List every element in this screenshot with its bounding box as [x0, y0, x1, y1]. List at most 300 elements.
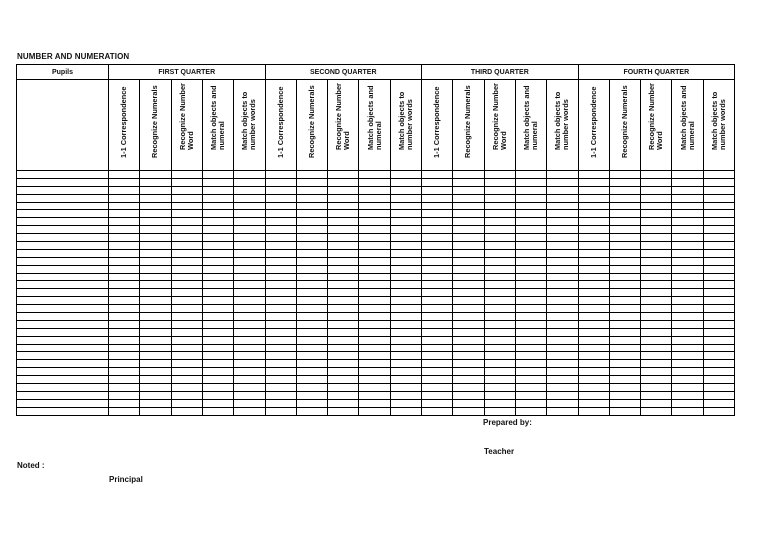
score-cell[interactable] — [453, 384, 484, 392]
score-cell[interactable] — [202, 257, 233, 265]
score-cell[interactable] — [484, 305, 515, 313]
score-cell[interactable] — [515, 352, 546, 360]
score-cell[interactable] — [202, 210, 233, 218]
score-cell[interactable] — [641, 368, 672, 376]
score-cell[interactable] — [328, 384, 359, 392]
score-cell[interactable] — [296, 391, 327, 399]
score-cell[interactable] — [484, 352, 515, 360]
score-cell[interactable] — [422, 407, 453, 415]
score-cell[interactable] — [578, 352, 609, 360]
score-cell[interactable] — [140, 194, 171, 202]
score-cell[interactable] — [453, 242, 484, 250]
score-cell[interactable] — [703, 210, 734, 218]
score-cell[interactable] — [578, 313, 609, 321]
score-cell[interactable] — [515, 242, 546, 250]
score-cell[interactable] — [140, 344, 171, 352]
score-cell[interactable] — [234, 336, 265, 344]
score-cell[interactable] — [672, 391, 703, 399]
score-cell[interactable] — [109, 305, 140, 313]
score-cell[interactable] — [171, 407, 202, 415]
score-cell[interactable] — [703, 202, 734, 210]
score-cell[interactable] — [265, 305, 296, 313]
score-cell[interactable] — [296, 273, 327, 281]
score-cell[interactable] — [202, 186, 233, 194]
score-cell[interactable] — [672, 289, 703, 297]
score-cell[interactable] — [140, 186, 171, 194]
score-cell[interactable] — [171, 360, 202, 368]
score-cell[interactable] — [641, 297, 672, 305]
score-cell[interactable] — [171, 305, 202, 313]
score-cell[interactable] — [109, 171, 140, 179]
score-cell[interactable] — [578, 171, 609, 179]
score-cell[interactable] — [578, 178, 609, 186]
score-cell[interactable] — [609, 194, 640, 202]
score-cell[interactable] — [609, 305, 640, 313]
score-cell[interactable] — [422, 313, 453, 321]
score-cell[interactable] — [484, 344, 515, 352]
score-cell[interactable] — [703, 226, 734, 234]
score-cell[interactable] — [359, 186, 390, 194]
score-cell[interactable] — [390, 186, 421, 194]
score-cell[interactable] — [515, 313, 546, 321]
score-cell[interactable] — [547, 376, 578, 384]
score-cell[interactable] — [422, 265, 453, 273]
score-cell[interactable] — [641, 391, 672, 399]
score-cell[interactable] — [328, 360, 359, 368]
score-cell[interactable] — [578, 210, 609, 218]
score-cell[interactable] — [703, 178, 734, 186]
score-cell[interactable] — [140, 384, 171, 392]
score-cell[interactable] — [547, 336, 578, 344]
score-cell[interactable] — [359, 242, 390, 250]
score-cell[interactable] — [641, 242, 672, 250]
score-cell[interactable] — [484, 273, 515, 281]
score-cell[interactable] — [265, 178, 296, 186]
score-cell[interactable] — [171, 384, 202, 392]
score-cell[interactable] — [359, 226, 390, 234]
score-cell[interactable] — [359, 336, 390, 344]
pupil-name-cell[interactable] — [17, 178, 109, 186]
score-cell[interactable] — [609, 328, 640, 336]
score-cell[interactable] — [641, 210, 672, 218]
score-cell[interactable] — [453, 368, 484, 376]
score-cell[interactable] — [703, 391, 734, 399]
score-cell[interactable] — [359, 344, 390, 352]
score-cell[interactable] — [140, 218, 171, 226]
score-cell[interactable] — [484, 171, 515, 179]
score-cell[interactable] — [202, 344, 233, 352]
score-cell[interactable] — [140, 320, 171, 328]
score-cell[interactable] — [296, 368, 327, 376]
score-cell[interactable] — [109, 313, 140, 321]
score-cell[interactable] — [265, 313, 296, 321]
score-cell[interactable] — [609, 265, 640, 273]
score-cell[interactable] — [171, 313, 202, 321]
score-cell[interactable] — [109, 391, 140, 399]
score-cell[interactable] — [515, 320, 546, 328]
score-cell[interactable] — [609, 376, 640, 384]
score-cell[interactable] — [328, 305, 359, 313]
score-cell[interactable] — [609, 368, 640, 376]
score-cell[interactable] — [484, 186, 515, 194]
score-cell[interactable] — [234, 242, 265, 250]
score-cell[interactable] — [296, 234, 327, 242]
score-cell[interactable] — [202, 234, 233, 242]
score-cell[interactable] — [390, 320, 421, 328]
score-cell[interactable] — [672, 257, 703, 265]
score-cell[interactable] — [140, 226, 171, 234]
score-cell[interactable] — [641, 273, 672, 281]
score-cell[interactable] — [328, 313, 359, 321]
score-cell[interactable] — [171, 178, 202, 186]
score-cell[interactable] — [547, 289, 578, 297]
score-cell[interactable] — [484, 242, 515, 250]
score-cell[interactable] — [515, 344, 546, 352]
score-cell[interactable] — [484, 257, 515, 265]
score-cell[interactable] — [453, 313, 484, 321]
score-cell[interactable] — [547, 305, 578, 313]
score-cell[interactable] — [265, 368, 296, 376]
score-cell[interactable] — [515, 186, 546, 194]
pupil-name-cell[interactable] — [17, 281, 109, 289]
score-cell[interactable] — [265, 399, 296, 407]
score-cell[interactable] — [234, 407, 265, 415]
score-cell[interactable] — [171, 289, 202, 297]
score-cell[interactable] — [484, 218, 515, 226]
score-cell[interactable] — [422, 376, 453, 384]
score-cell[interactable] — [109, 328, 140, 336]
pupil-name-cell[interactable] — [17, 289, 109, 297]
score-cell[interactable] — [234, 391, 265, 399]
score-cell[interactable] — [547, 234, 578, 242]
score-cell[interactable] — [515, 249, 546, 257]
score-cell[interactable] — [265, 202, 296, 210]
score-cell[interactable] — [703, 313, 734, 321]
score-cell[interactable] — [390, 344, 421, 352]
score-cell[interactable] — [515, 171, 546, 179]
score-cell[interactable] — [422, 289, 453, 297]
score-cell[interactable] — [703, 242, 734, 250]
score-cell[interactable] — [109, 297, 140, 305]
score-cell[interactable] — [171, 391, 202, 399]
score-cell[interactable] — [422, 360, 453, 368]
score-cell[interactable] — [453, 273, 484, 281]
score-cell[interactable] — [578, 336, 609, 344]
pupil-name-cell[interactable] — [17, 210, 109, 218]
score-cell[interactable] — [390, 360, 421, 368]
score-cell[interactable] — [202, 391, 233, 399]
score-cell[interactable] — [296, 328, 327, 336]
score-cell[interactable] — [265, 384, 296, 392]
score-cell[interactable] — [328, 320, 359, 328]
score-cell[interactable] — [265, 344, 296, 352]
score-cell[interactable] — [359, 249, 390, 257]
score-cell[interactable] — [359, 376, 390, 384]
score-cell[interactable] — [109, 289, 140, 297]
score-cell[interactable] — [422, 171, 453, 179]
score-cell[interactable] — [672, 328, 703, 336]
score-cell[interactable] — [171, 281, 202, 289]
score-cell[interactable] — [578, 186, 609, 194]
score-cell[interactable] — [171, 186, 202, 194]
score-cell[interactable] — [296, 352, 327, 360]
score-cell[interactable] — [265, 218, 296, 226]
score-cell[interactable] — [390, 391, 421, 399]
score-cell[interactable] — [171, 242, 202, 250]
score-cell[interactable] — [171, 297, 202, 305]
score-cell[interactable] — [234, 265, 265, 273]
score-cell[interactable] — [328, 218, 359, 226]
score-cell[interactable] — [547, 202, 578, 210]
score-cell[interactable] — [109, 210, 140, 218]
score-cell[interactable] — [234, 210, 265, 218]
score-cell[interactable] — [109, 265, 140, 273]
score-cell[interactable] — [672, 376, 703, 384]
score-cell[interactable] — [641, 257, 672, 265]
score-cell[interactable] — [109, 368, 140, 376]
score-cell[interactable] — [328, 328, 359, 336]
score-cell[interactable] — [109, 376, 140, 384]
score-cell[interactable] — [390, 202, 421, 210]
score-cell[interactable] — [328, 336, 359, 344]
score-cell[interactable] — [672, 242, 703, 250]
score-cell[interactable] — [202, 313, 233, 321]
score-cell[interactable] — [265, 194, 296, 202]
score-cell[interactable] — [109, 399, 140, 407]
score-cell[interactable] — [328, 281, 359, 289]
score-cell[interactable] — [703, 320, 734, 328]
score-cell[interactable] — [515, 210, 546, 218]
score-cell[interactable] — [296, 249, 327, 257]
score-cell[interactable] — [547, 249, 578, 257]
score-cell[interactable] — [578, 226, 609, 234]
score-cell[interactable] — [422, 226, 453, 234]
score-cell[interactable] — [515, 336, 546, 344]
score-cell[interactable] — [453, 328, 484, 336]
score-cell[interactable] — [234, 399, 265, 407]
score-cell[interactable] — [609, 171, 640, 179]
score-cell[interactable] — [265, 336, 296, 344]
score-cell[interactable] — [547, 368, 578, 376]
score-cell[interactable] — [109, 352, 140, 360]
score-cell[interactable] — [234, 171, 265, 179]
score-cell[interactable] — [453, 399, 484, 407]
score-cell[interactable] — [359, 178, 390, 186]
score-cell[interactable] — [328, 194, 359, 202]
score-cell[interactable] — [547, 265, 578, 273]
score-cell[interactable] — [609, 218, 640, 226]
score-cell[interactable] — [359, 407, 390, 415]
score-cell[interactable] — [453, 352, 484, 360]
score-cell[interactable] — [703, 399, 734, 407]
pupil-name-cell[interactable] — [17, 242, 109, 250]
score-cell[interactable] — [140, 407, 171, 415]
score-cell[interactable] — [296, 360, 327, 368]
score-cell[interactable] — [328, 289, 359, 297]
score-cell[interactable] — [390, 281, 421, 289]
score-cell[interactable] — [515, 178, 546, 186]
score-cell[interactable] — [296, 257, 327, 265]
pupil-name-cell[interactable] — [17, 297, 109, 305]
score-cell[interactable] — [578, 305, 609, 313]
score-cell[interactable] — [328, 407, 359, 415]
score-cell[interactable] — [234, 344, 265, 352]
score-cell[interactable] — [171, 368, 202, 376]
score-cell[interactable] — [672, 202, 703, 210]
score-cell[interactable] — [453, 407, 484, 415]
score-cell[interactable] — [453, 391, 484, 399]
score-cell[interactable] — [609, 391, 640, 399]
score-cell[interactable] — [328, 242, 359, 250]
score-cell[interactable] — [484, 265, 515, 273]
score-cell[interactable] — [547, 281, 578, 289]
score-cell[interactable] — [296, 376, 327, 384]
score-cell[interactable] — [484, 202, 515, 210]
score-cell[interactable] — [672, 305, 703, 313]
score-cell[interactable] — [578, 384, 609, 392]
score-cell[interactable] — [296, 281, 327, 289]
score-cell[interactable] — [390, 305, 421, 313]
score-cell[interactable] — [265, 297, 296, 305]
score-cell[interactable] — [547, 352, 578, 360]
score-cell[interactable] — [515, 328, 546, 336]
score-cell[interactable] — [515, 226, 546, 234]
score-cell[interactable] — [171, 376, 202, 384]
score-cell[interactable] — [296, 344, 327, 352]
score-cell[interactable] — [328, 344, 359, 352]
score-cell[interactable] — [390, 352, 421, 360]
score-cell[interactable] — [609, 336, 640, 344]
score-cell[interactable] — [672, 249, 703, 257]
score-cell[interactable] — [328, 297, 359, 305]
score-cell[interactable] — [484, 328, 515, 336]
score-cell[interactable] — [328, 249, 359, 257]
score-cell[interactable] — [422, 210, 453, 218]
score-cell[interactable] — [140, 391, 171, 399]
score-cell[interactable] — [422, 281, 453, 289]
score-cell[interactable] — [234, 186, 265, 194]
score-cell[interactable] — [641, 265, 672, 273]
score-cell[interactable] — [672, 344, 703, 352]
score-cell[interactable] — [359, 202, 390, 210]
score-cell[interactable] — [234, 384, 265, 392]
score-cell[interactable] — [703, 360, 734, 368]
score-cell[interactable] — [202, 202, 233, 210]
score-cell[interactable] — [390, 368, 421, 376]
score-cell[interactable] — [609, 186, 640, 194]
score-cell[interactable] — [453, 360, 484, 368]
score-cell[interactable] — [484, 368, 515, 376]
score-cell[interactable] — [202, 328, 233, 336]
score-cell[interactable] — [641, 202, 672, 210]
score-cell[interactable] — [296, 407, 327, 415]
score-cell[interactable] — [641, 384, 672, 392]
score-cell[interactable] — [171, 210, 202, 218]
score-cell[interactable] — [484, 289, 515, 297]
score-cell[interactable] — [359, 210, 390, 218]
score-cell[interactable] — [140, 281, 171, 289]
score-cell[interactable] — [515, 218, 546, 226]
score-cell[interactable] — [578, 407, 609, 415]
score-cell[interactable] — [234, 352, 265, 360]
score-cell[interactable] — [140, 297, 171, 305]
score-cell[interactable] — [578, 328, 609, 336]
score-cell[interactable] — [422, 234, 453, 242]
score-cell[interactable] — [453, 289, 484, 297]
score-cell[interactable] — [672, 171, 703, 179]
score-cell[interactable] — [672, 313, 703, 321]
score-cell[interactable] — [578, 242, 609, 250]
score-cell[interactable] — [641, 313, 672, 321]
score-cell[interactable] — [703, 186, 734, 194]
score-cell[interactable] — [422, 297, 453, 305]
score-cell[interactable] — [703, 305, 734, 313]
pupil-name-cell[interactable] — [17, 273, 109, 281]
score-cell[interactable] — [109, 178, 140, 186]
score-cell[interactable] — [641, 399, 672, 407]
score-cell[interactable] — [672, 273, 703, 281]
score-cell[interactable] — [578, 257, 609, 265]
score-cell[interactable] — [390, 265, 421, 273]
score-cell[interactable] — [140, 178, 171, 186]
score-cell[interactable] — [390, 384, 421, 392]
score-cell[interactable] — [609, 289, 640, 297]
score-cell[interactable] — [296, 297, 327, 305]
score-cell[interactable] — [140, 257, 171, 265]
score-cell[interactable] — [234, 226, 265, 234]
score-cell[interactable] — [422, 368, 453, 376]
pupil-name-cell[interactable] — [17, 391, 109, 399]
score-cell[interactable] — [609, 360, 640, 368]
score-cell[interactable] — [609, 320, 640, 328]
score-cell[interactable] — [609, 226, 640, 234]
score-cell[interactable] — [547, 257, 578, 265]
score-cell[interactable] — [140, 368, 171, 376]
score-cell[interactable] — [234, 234, 265, 242]
score-cell[interactable] — [359, 273, 390, 281]
score-cell[interactable] — [171, 320, 202, 328]
score-cell[interactable] — [328, 257, 359, 265]
score-cell[interactable] — [234, 218, 265, 226]
score-cell[interactable] — [422, 352, 453, 360]
score-cell[interactable] — [202, 265, 233, 273]
score-cell[interactable] — [109, 249, 140, 257]
score-cell[interactable] — [328, 186, 359, 194]
score-cell[interactable] — [140, 202, 171, 210]
score-cell[interactable] — [547, 242, 578, 250]
pupil-name-cell[interactable] — [17, 226, 109, 234]
score-cell[interactable] — [422, 336, 453, 344]
score-cell[interactable] — [359, 384, 390, 392]
score-cell[interactable] — [390, 218, 421, 226]
score-cell[interactable] — [202, 384, 233, 392]
score-cell[interactable] — [296, 194, 327, 202]
score-cell[interactable] — [422, 344, 453, 352]
score-cell[interactable] — [296, 399, 327, 407]
score-cell[interactable] — [672, 194, 703, 202]
score-cell[interactable] — [328, 234, 359, 242]
score-cell[interactable] — [171, 257, 202, 265]
score-cell[interactable] — [234, 376, 265, 384]
score-cell[interactable] — [171, 171, 202, 179]
score-cell[interactable] — [578, 194, 609, 202]
score-cell[interactable] — [641, 407, 672, 415]
pupil-name-cell[interactable] — [17, 202, 109, 210]
score-cell[interactable] — [328, 265, 359, 273]
score-cell[interactable] — [328, 376, 359, 384]
score-cell[interactable] — [641, 226, 672, 234]
score-cell[interactable] — [109, 234, 140, 242]
